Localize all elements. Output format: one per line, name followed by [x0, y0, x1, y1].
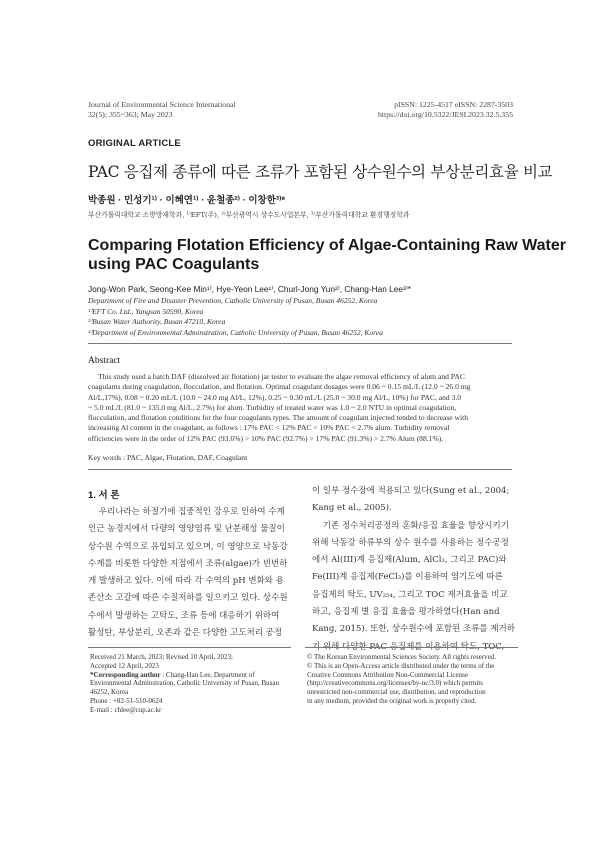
- affiliations-korean: 부산가톨릭대학교 소방방재학과, ¹⁾EFT(주), ²⁾부산광역시 상수도사업본부, ³⁾부산가톨릭대학교 환경행정학과: [88, 211, 410, 219]
- title-korean: PAC 응집제 종류에 따른 조류가 포함된 상수원수의 부상분리효율 비교: [88, 163, 553, 181]
- body-line: 수계를 비롯한 다양한 지점에서 조류(algae)가 빈번하: [88, 558, 288, 569]
- license-line: in any medium, provided the original work is properly cited.: [307, 696, 477, 705]
- authors-english: Jong-Won Park, Seong-Kee Min¹⁾, Hye-Yeon Lee¹⁾, Churl-Jong Yun²⁾, Chang-Han Lee³⁾*: [88, 284, 411, 294]
- footer-correspondence: [90, 653, 295, 715]
- affiliation-4: ³⁾Department of Environmental Adminstration, Catholic University of Pusan, Busan 46252, Korea: [88, 327, 383, 337]
- footer-right-rule: [305, 647, 518, 648]
- affiliation-1: Department of Fire and Disaster Prevention, Catholic University of Pusan, Busan 46252, Korea: [88, 296, 378, 305]
- affiliation-2: ¹⁾EFT Co. Ltd., Yangsan 50590, Korea: [88, 306, 204, 316]
- license-line: © This is an Open-Access article distributed under the terms of the: [307, 661, 495, 670]
- author-phone: Phone : +82-51-510-0624: [90, 696, 163, 705]
- article-type: ORIGINAL ARTICLE: [88, 138, 181, 149]
- section-heading-introduction: 1. 서 론: [88, 490, 120, 501]
- body-line: 기존 정수처리공정의 혼화/응집 효율을 향상시키기: [312, 520, 509, 531]
- body-line: 이 일부 정수장에 적용되고 있다(Sung et al., 2004;: [312, 486, 510, 496]
- abstract-heading: Abstract: [88, 356, 121, 366]
- body-line: 하고, 응집제 별 응집 효율을 평가하였다(Han and: [312, 607, 500, 618]
- journal-issue: 32(5); 355~363; May 2023: [88, 110, 173, 119]
- body-line: 상수원 수역으로 유입되고 있으며, 이 영양으로 낙동강: [88, 541, 288, 552]
- body-line: 수에서 발생하는 고탁도, 조류 등에 대응하기 위하여: [88, 610, 280, 621]
- body-line: 활성탄, 부상분리, 오존과 같은 다양한 고도처리 공정: [88, 628, 283, 639]
- title-english-line1: Comparing Flotation Efficiency of Algae-Containing Raw Water: [88, 237, 566, 254]
- body-line: 인근 농경지에서 다량의 영양염류 및 난분해성 물질이: [88, 524, 285, 535]
- right-column: [312, 483, 518, 656]
- abstract-bottom-rule: [88, 469, 512, 470]
- abstract-line: This study used a batch DAF (dissolved air flotation) jar tester to evaluate the algae removal efficiency of alum and PAC: [98, 372, 465, 381]
- left-column: [88, 504, 294, 642]
- body-line: 에서 Al(III)계 응집제(Alum, AlCl₃, 그리고 PAC)와: [312, 555, 507, 566]
- body-line: Kang et al., 2005).: [312, 503, 392, 514]
- body-line: 존산소 고갈에 따른 수질저하를 일으키고 있다. 상수원: [88, 593, 288, 604]
- title-english-line2: using PAC Coagulants: [88, 256, 260, 273]
- body-line: Kang, 2015). 또한, 상수원수에 포함된 조류를 제거하: [312, 624, 515, 635]
- received-dates: Received 21 March, 2023; Revised 10 April, 2023;: [90, 653, 233, 661]
- journal-name: Journal of Environmental Science International: [88, 100, 236, 109]
- keywords: Key words : PAC, Algae, Flotation, DAF, Coagulant: [88, 453, 248, 462]
- corresponding-author-name: : Chang-Han Lee, Department of: [160, 670, 255, 679]
- abstract-line: efficiencies were in the order of 12% PAC (93.6%) > 10% PAC (92.7%) > 17% PAC (91.3%) > 2.7% Alum (88.1%).: [88, 433, 444, 443]
- affiliation-3: ²⁾Busan Water Authority, Busan 47210, Korea: [88, 317, 226, 326]
- abstract-line: coagulants during coagulation, flocculation, and flotation. Optimal coagulant dosages were 0.06 ~ 0.15 mL/L (12.0 ~ 26.0 mg: [88, 382, 471, 392]
- abstract-line: ~ 5.0 mL/L (81.0 ~ 135.0 mg Al/L, 2.7%) for alum. Turbidity of treated water was 1.0 ~ 2.0 NTU in optimal coagulation,: [88, 402, 457, 412]
- journal-ids: [300, 100, 513, 120]
- abstract-body: [88, 372, 514, 444]
- issn: pISSN: 1225-4517 eISSN: 2287-3503: [394, 100, 513, 109]
- affiliations-english: [88, 296, 518, 338]
- footer-license: [307, 653, 522, 706]
- author-department: Environmental Adminstration, Catholic University of Pusan, Busan: [90, 679, 279, 688]
- author-email[interactable]: E-mail : chlee@cup.ac.kr: [90, 705, 162, 714]
- corresponding-author: [90, 671, 295, 680]
- body-line: 기 위해 다양한 PAC 응집제를 이용하여 탁도, TOC,: [312, 641, 505, 652]
- abstract-line: Al/L,17%), 0.08 ~ 0.20 mL/L (10.0 ~ 24.0 mg Al/L, 12%), 0.25 ~ 0.30 mL/L (25.0 ~ 30.0 mg Al/L, 10%) for PAC, and 3.0: [88, 392, 462, 402]
- doi-link[interactable]: https://doi.org/10.5322/JESI.2023.32.5.355: [377, 110, 513, 119]
- abstract-line: flocculation, and flotation conditions for the four coagulants types. The amount of coagulant injected tended to decrease with: [88, 413, 469, 423]
- footer-left-rule: [88, 647, 291, 648]
- abstract-line: increasing Al content in the coagulant, as follows : 17% PAC < 12% PAC < 10% PAC < 2.7% alum. Turbidity removal: [88, 423, 450, 433]
- license-line: unrestricted non-commercial use, distribution, and reproduction: [307, 688, 486, 697]
- body-line: 게 발생하고 있다. 이에 따라 각 수역의 pH 변화와 용: [88, 576, 284, 587]
- author-address: 46252, Korea: [90, 688, 129, 697]
- accepted-date: Accepted 12 April, 2023: [90, 661, 159, 670]
- body-line: 위해 낙동강 하류부의 상수 원수를 사용하는 정수공정: [312, 537, 509, 548]
- authors-korean: 박종원 · 민성기¹⁾ · 이혜연¹⁾ · 윤철종²⁾ · 이창한³⁾*: [88, 195, 286, 206]
- body-line: Fe(III)계 응집제(FeCl₃)를 이용하여 염기도에 따른: [312, 572, 503, 583]
- abstract-top-rule: [88, 343, 512, 344]
- title-english: [88, 236, 566, 274]
- license-url[interactable]: (http://creativecommons.org/licenses/by-nc/3.0) which permits: [307, 679, 483, 688]
- license-line: Creative Commons Attribution Non-Commercial License: [307, 670, 468, 679]
- corresponding-author-label: *Corresponding author: [90, 670, 161, 679]
- body-line: 응집제의 탁도, UV₂₅₄, 그리고 TOC 제거효율을 비교: [312, 589, 508, 600]
- body-line: 우리나라는 하절기에 집중적인 강우로 인하여 수계: [88, 507, 285, 517]
- license-line: © The Korean Environmental Sciences Society. All rights reserved.: [307, 653, 497, 661]
